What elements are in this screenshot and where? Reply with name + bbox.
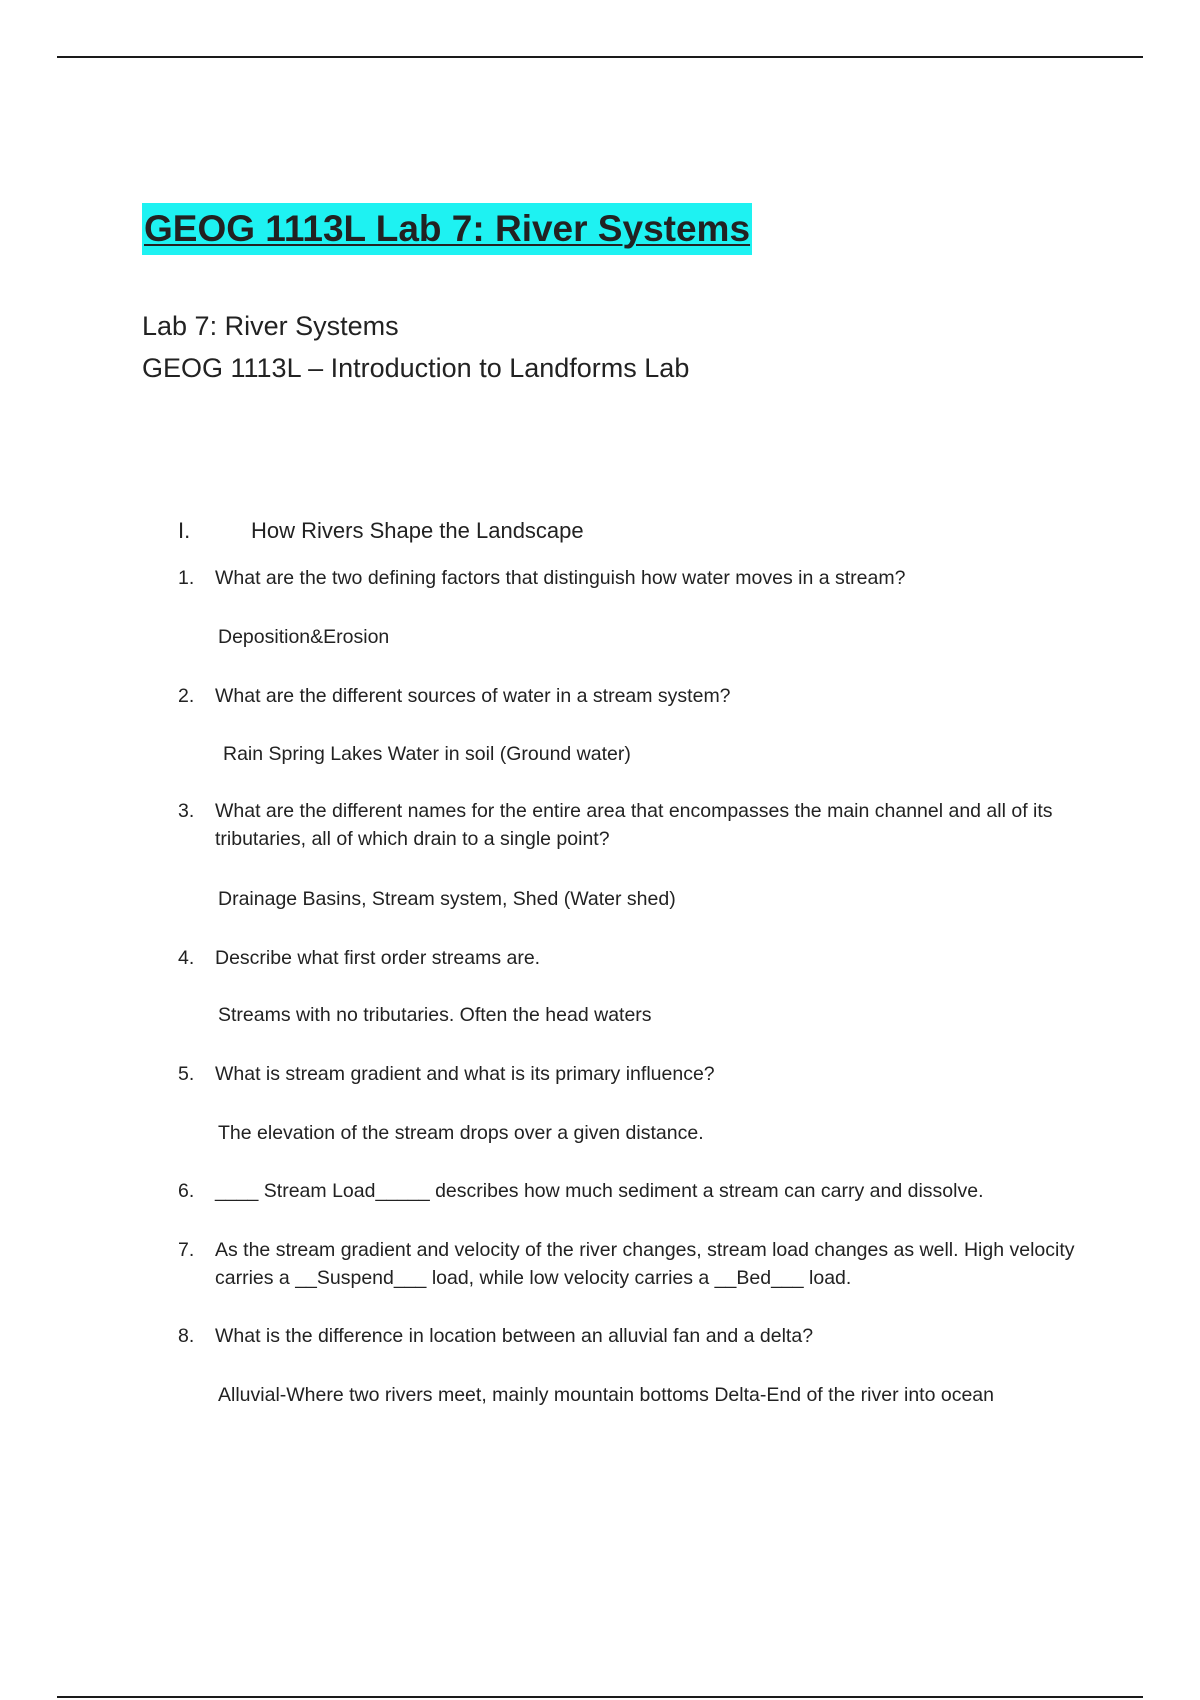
page-bottom-rule [57,1696,1143,1698]
question-text: What are the different sources of water in a stream system? [215,685,731,707]
section-title: How Rivers Shape the Landscape [251,518,584,543]
question-text: As the stream gradient and velocity of the river changes, stream load changes as well. High velocity carries a __Suspend___ load, while low velocity carries a __Bed___ load. [215,1239,1075,1289]
answer-text: Deposition&Erosion [218,626,390,648]
question-text: What are the two defining factors that distinguish how water moves in a stream? [215,567,906,589]
answer-text: Alluvial-Where two rivers meet, mainly mountain bottoms Delta-End of the river into ocean [218,1384,994,1406]
answer-text: Rain Spring Lakes Water in soil (Ground water) [223,743,631,765]
answer-text: The elevation of the stream drops over a given distance. [218,1122,704,1144]
lab-subtitle: Lab 7: River Systems [142,311,399,341]
answer-text: Drainage Basins, Stream system, Shed (Water shed) [218,888,676,910]
course-subtitle: GEOG 1113L – Introduction to Landforms Lab [142,353,690,383]
section-numeral: I. [178,518,191,543]
question-number: 5. [178,1063,195,1085]
section-heading [178,517,584,545]
question-number: 6. [178,1180,195,1202]
question-text: What are the different names for the entire area that encompasses the main channel and all of its tributaries, all of which drain to a single point? [215,800,1053,850]
document-title: GEOG 1113L Lab 7: River Systems [142,203,752,255]
question-text: Describe what first order streams are. [215,947,541,969]
question-number: 4. [178,947,195,969]
page-top-rule [57,56,1143,58]
question-number: 3. [178,800,195,822]
question-number: 8. [178,1325,195,1347]
question-text: What is the difference in location between an alluvial fan and a delta? [215,1325,814,1347]
question-text: What is stream gradient and what is its primary influence? [215,1063,715,1085]
question-number: 7. [178,1239,195,1261]
question-text: ____ Stream Load_____ describes how much sediment a stream can carry and dissolve. [215,1180,984,1202]
answer-text: Streams with no tributaries. Often the head waters [218,1004,652,1026]
question-number: 1. [178,567,195,589]
question-number: 2. [178,685,195,707]
